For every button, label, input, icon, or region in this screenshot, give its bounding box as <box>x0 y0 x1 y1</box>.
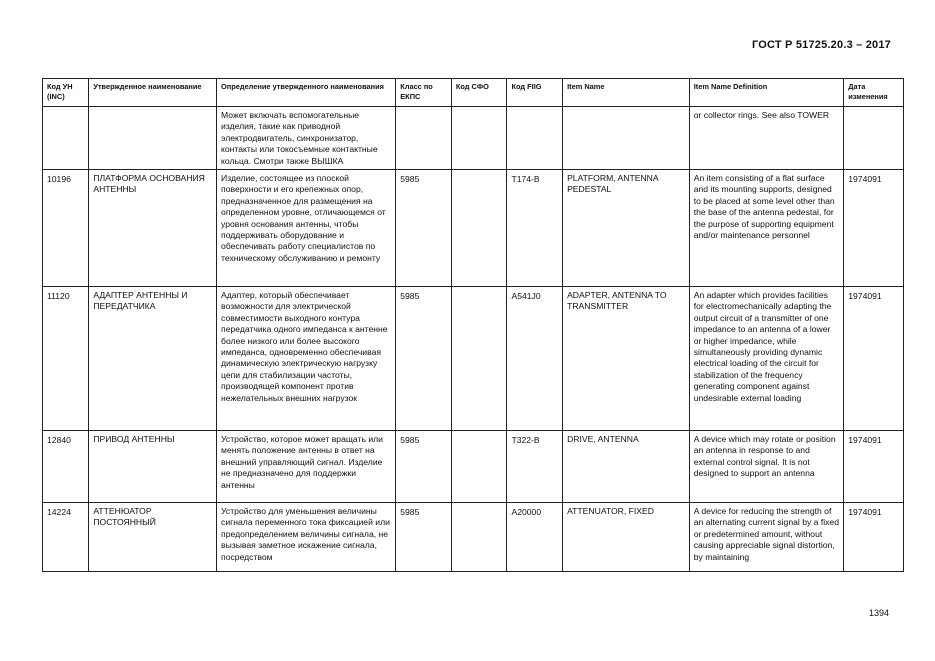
header-item-name-definition: Item Name Definition <box>689 79 843 107</box>
cell-change-date <box>844 107 904 170</box>
header-approved-name-definition: Определение утвержденного наименования <box>217 79 396 107</box>
cell-approved-name <box>89 107 217 170</box>
cell-fiig-code: T174-B <box>507 170 563 287</box>
cell-definition-en: A device which may rotate or position an antenna in response to and external control signal. It is not designed to support an antenna <box>689 431 843 503</box>
cell-definition-ru: Устройство, которое может вращать или менять положение антенны в ответ на внешний управляющий сигнал. Изделие не предназначено для поддержки антенны <box>217 431 396 503</box>
cell-ekps-class: 5985 <box>396 170 452 287</box>
cell-approved-name: АДАПТЕР АНТЕННЫ И ПЕРЕДАТЧИКА <box>89 287 217 431</box>
cell-change-date: 1974091 <box>844 431 904 503</box>
cell-sfo-code <box>451 287 507 431</box>
cell-item-name: ATTENUATOR, FIXED <box>563 503 690 572</box>
header-sfo-code: Код СФО <box>451 79 507 107</box>
cell-item-name <box>563 107 690 170</box>
cell-approved-name: ПЛАТФОРМА ОСНОВАНИЯ АНТЕННЫ <box>89 170 217 287</box>
cell-definition-ru: Изделие, состоящее из плоской поверхности и его крепежных опор, предназначенное для размещения на определенном уровне, отличающемся от уровня основания антенны, чтобы поддерживать оборудование и обеспечивать работу специалистов по техническому обслуживанию и ремонту <box>217 170 396 287</box>
document-standard-title: ГОСТ Р 51725.20.3 – 2017 <box>751 39 891 51</box>
cell-inc-code <box>43 107 89 170</box>
header-inc-code: Код УН (INC) <box>43 79 89 107</box>
cell-inc-code: 12840 <box>43 431 89 503</box>
cell-ekps-class <box>396 107 452 170</box>
cell-sfo-code <box>451 170 507 287</box>
cell-sfo-code <box>451 503 507 572</box>
cell-approved-name: АТТЕНЮАТОР ПОСТОЯННЫЙ <box>89 503 217 572</box>
header-item-name: Item Name <box>563 79 690 107</box>
cell-definition-ru: Устройство для уменьшения величины сигнала переменного тока фиксацией или предопределением величины сигнала, не вызывая заметное искажение сигнала, посредством <box>217 503 396 572</box>
table-row <box>43 107 904 170</box>
header-ekps-class: Класс по ЕКПС <box>396 79 452 107</box>
cell-fiig-code: A541J0 <box>507 287 563 431</box>
cell-approved-name: ПРИВОД АНТЕННЫ <box>89 431 217 503</box>
cell-definition-ru: Адаптер, который обеспечивает возможности для электрической совместимости выходного контура передатчика одного импеданса к антенне более низкого или более высокого импеданса, одновременно обеспечивая динамическую электрическую нагрузку цепи для стабилизации частоты, производящей компонент против нежелательных внешних нагрузок <box>217 287 396 431</box>
table-row <box>43 503 904 572</box>
cell-fiig-code: T322-B <box>507 431 563 503</box>
table-row <box>43 287 904 431</box>
cell-item-name: PLATFORM, ANTENNA PEDESTAL <box>563 170 690 287</box>
cell-sfo-code <box>451 107 507 170</box>
table-row <box>43 431 904 503</box>
table-header-row <box>43 79 904 107</box>
cell-definition-en: or collector rings. See also TOWER <box>689 107 843 170</box>
cell-definition-ru: Может включать вспомогательные изделия, такие как приводной электродвигатель, синхронизатор, контакты или токосъемные контактные кольца. Смотри также ВЫШКА <box>217 107 396 170</box>
header-fiig-code: Код FIIG <box>507 79 563 107</box>
header-change-date: Дата изменения <box>844 79 904 107</box>
cell-change-date: 1974091 <box>844 170 904 287</box>
cell-ekps-class: 5985 <box>396 431 452 503</box>
cell-sfo-code <box>451 431 507 503</box>
cell-ekps-class: 5985 <box>396 287 452 431</box>
cell-definition-en: A device for reducing the strength of an alternating current signal by a fixed or predetermined amount, without causing appreciable signal distortion, by maintaining <box>689 503 843 572</box>
table-row <box>43 170 904 287</box>
cell-change-date: 1974091 <box>844 503 904 572</box>
cell-inc-code: 10196 <box>43 170 89 287</box>
cell-definition-en: An item consisting of a flat surface and its mounting supports, designed to be placed at some level other than the base of the antenna pedestal, for the purpose of supporting equipment and/or maintenance personnel <box>689 170 843 287</box>
cell-item-name: DRIVE, ANTENNA <box>563 431 690 503</box>
cell-ekps-class: 5985 <box>396 503 452 572</box>
cell-inc-code: 11120 <box>43 287 89 431</box>
nomenclature-table <box>42 78 904 572</box>
cell-definition-en: An adapter which provides facilities for electromechanically adapting the output circuit of a transmitter of one impedance to an antenna of a lower or higher impedance, while simultaneously providing dynamic electrical loading of the circuit for stabilization of the frequency generating component against undesirable external loading <box>689 287 843 431</box>
cell-change-date: 1974091 <box>844 287 904 431</box>
cell-inc-code: 14224 <box>43 503 89 572</box>
cell-item-name: ADAPTER, ANTENNA TO TRANSMITTER <box>563 287 690 431</box>
cell-fiig-code <box>507 107 563 170</box>
page-number: 1394 <box>868 608 889 618</box>
header-approved-name: Утвержденное наименование <box>89 79 217 107</box>
cell-fiig-code: A20000 <box>507 503 563 572</box>
